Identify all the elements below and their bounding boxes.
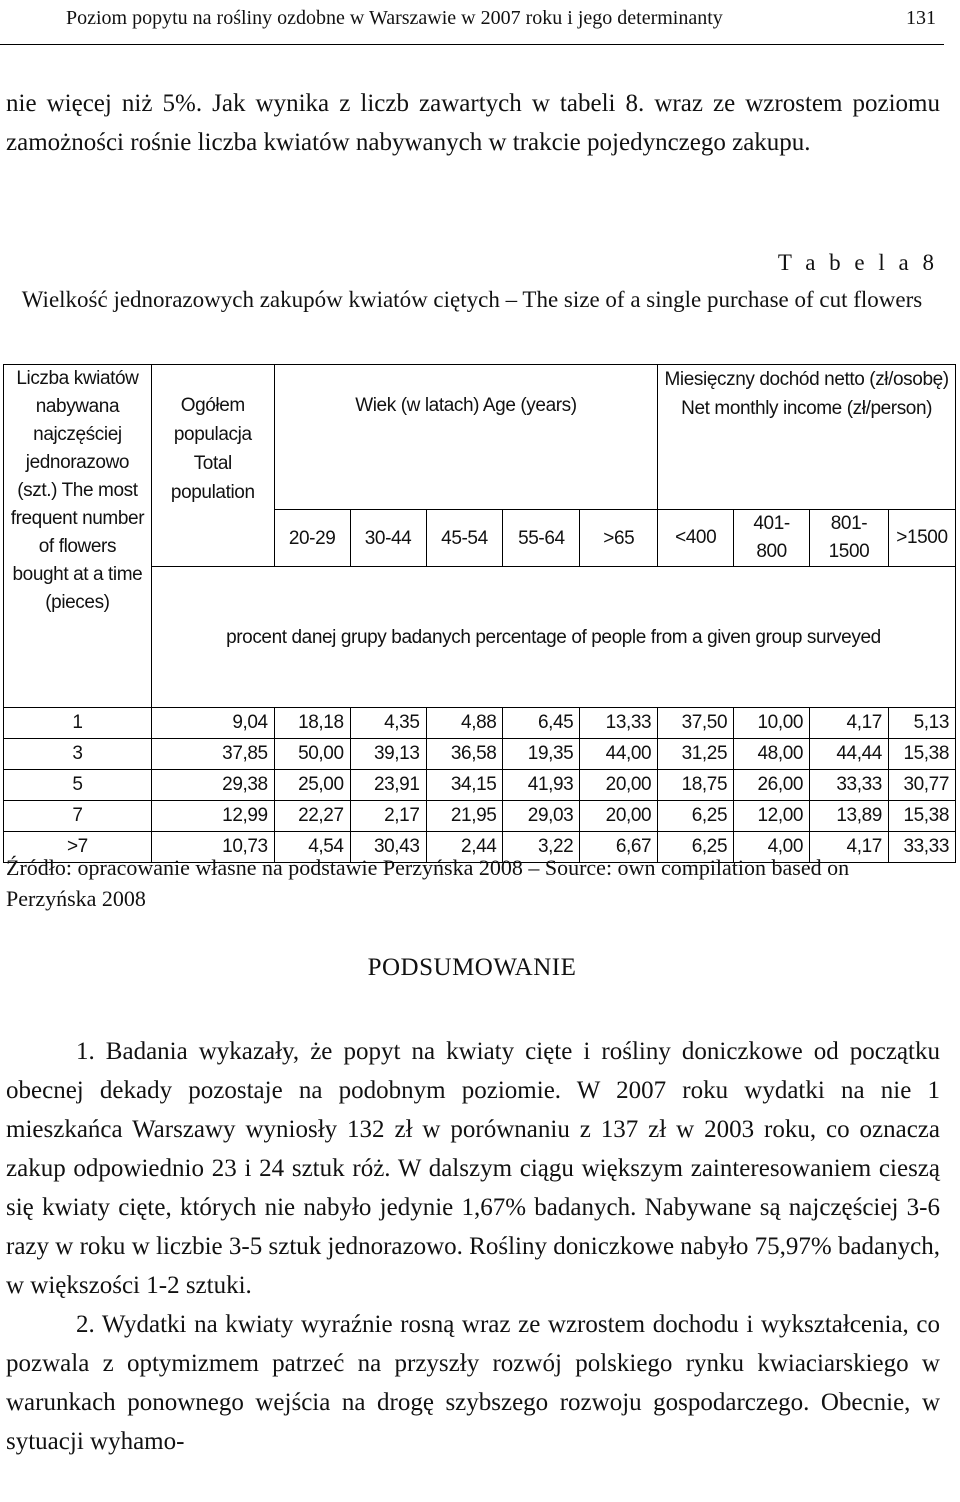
table-cell: 44,44 <box>810 739 889 770</box>
header-income-group: Miesięczny dochód netto (zł/osobę) Net monthly income (zł/person) <box>658 365 956 510</box>
table-cell: 6,25 <box>658 832 734 863</box>
table-cell: 4,17 <box>810 708 889 739</box>
table-cell: 36,58 <box>426 739 503 770</box>
page-number: 131 <box>906 7 936 29</box>
table-cell: 4,17 <box>810 832 889 863</box>
table-cell: 15,38 <box>888 739 955 770</box>
table-row <box>4 801 956 832</box>
header-age-1: 30-44 <box>350 510 426 567</box>
table-row <box>4 770 956 801</box>
table-cell: 12,99 <box>151 801 274 832</box>
table-cell: 10,73 <box>151 832 274 863</box>
table-cell: 39,13 <box>350 739 426 770</box>
header-age-2: 45-54 <box>426 510 503 567</box>
table-row <box>4 739 956 770</box>
table-cell: 21,95 <box>426 801 503 832</box>
table-row <box>4 708 956 739</box>
table-cell: 20,00 <box>580 770 658 801</box>
summary-block <box>6 1032 940 1461</box>
source-note: Źródło: opracowanie własne na podstawie Perzyńska 2008 – Source: own compilation based on Perzyńska 2008 <box>6 855 850 911</box>
table-cell: 2,44 <box>426 832 503 863</box>
table-label: T a b e l a 8 <box>777 250 938 275</box>
table-cell: 29,38 <box>151 770 274 801</box>
table-cell: 6,25 <box>658 801 734 832</box>
header-income-3: >1500 <box>888 510 955 567</box>
row-label: 7 <box>4 801 152 832</box>
header-income-1: 401-800 <box>734 510 810 567</box>
table-cell: 22,27 <box>274 801 350 832</box>
header-unit-note: procent danej grupy badanych percentage of people from a given group surveyed <box>151 567 955 708</box>
section-heading: PODSUMOWANIE <box>367 954 577 981</box>
table-body <box>4 708 956 863</box>
table-cell: 19,35 <box>503 739 580 770</box>
table-cell: 25,00 <box>274 770 350 801</box>
table-cell: 50,00 <box>274 739 350 770</box>
summary-paragraph-2: 2. Wydatki na kwiaty wyraźnie rosną wraz ze wzrostem dochodu i wykształcenia, co pozwala z optymizmem patrzeć na przyszły rozwój polskiego rynku kwiaciarskiego w warunkach ponownego wejścia na drogę szybszego rozwoju gospodarczego. Obecnie, w sytuacji wyhamo- <box>6 1311 940 1455</box>
header-age-0: 20-29 <box>274 510 350 567</box>
header-age-3: 55-64 <box>503 510 580 567</box>
table-cell: 4,35 <box>350 708 426 739</box>
table-cell: 2,17 <box>350 801 426 832</box>
table-cell: 30,77 <box>888 770 955 801</box>
table-cell: 33,33 <box>810 770 889 801</box>
table-cell: 37,50 <box>658 708 734 739</box>
table-cell: 48,00 <box>734 739 810 770</box>
table-cell: 12,00 <box>734 801 810 832</box>
table-cell: 6,67 <box>580 832 658 863</box>
header-income-0: <400 <box>658 510 734 567</box>
intro-paragraph: nie więcej niż 5%. Jak wynika z liczb zawartych w tabeli 8. wraz ze wzrostem poziomu zamożności rośnie liczba kwiatów nabywanych w trakcie pojedynczego zakupu. <box>6 90 940 156</box>
row-label: 5 <box>4 770 152 801</box>
table-caption: Wielkość jednorazowych zakupów kwiatów ciętych – The size of a single purchase of cut flowers <box>21 287 923 312</box>
header-income-2: 801-1500 <box>810 510 889 567</box>
row-label: 1 <box>4 708 152 739</box>
table-cell: 31,25 <box>658 739 734 770</box>
table-cell: 33,33 <box>888 832 955 863</box>
table-cell: 13,89 <box>810 801 889 832</box>
table-cell: 26,00 <box>734 770 810 801</box>
intro-paragraph-block <box>6 84 940 162</box>
table-cell: 20,00 <box>580 801 658 832</box>
table-cell: 4,54 <box>274 832 350 863</box>
table-cell: 13,33 <box>580 708 658 739</box>
table-cell: 37,85 <box>151 739 274 770</box>
table-cell: 30,43 <box>350 832 426 863</box>
running-head-title: Poziom popytu na rośliny ozdobne w Warszawie w 2007 roku i jego determinanty <box>66 7 723 29</box>
header-flower-count: Liczba kwiatów nabywana najczęściej jednorazowo (szt.) The most frequent number of flowers bought at a time (pieces) <box>4 365 152 708</box>
table-cell: 9,04 <box>151 708 274 739</box>
header-age-group: Wiek (w latach) Age (years) <box>274 365 658 510</box>
table-cell: 4,00 <box>734 832 810 863</box>
table-cell: 41,93 <box>503 770 580 801</box>
table-cell: 5,13 <box>888 708 955 739</box>
row-label: >7 <box>4 832 152 863</box>
summary-paragraph-1: 1. Badania wykazały, że popyt na kwiaty cięte i rośliny doniczkowe od początku obecnej dekady pozostaje na podobnym poziomie. W 2007 roku wydatki na nie 1 mieszkańca Warszawy wyniosły 132 zł w porównaniu z 137 zł w 2003 roku, co oznacza zakup odpowiednio 23 i 24 sztuk róż. W dalszym ciągu większym zainteresowaniem cieszą się kwiaty cięte, których nie nabyło jedynie 1,67% badanych. Nabywane są najczęściej 3-6 razy w roku w liczbie 3-5 sztuk jednorazowo. Rośliny doniczkowe nabyło 75,97% badanych, w większości 1-2 sztuki. <box>6 1038 940 1299</box>
table-cell: 34,15 <box>426 770 503 801</box>
header-total-population: Ogółem populacja Total population <box>151 365 274 567</box>
table-cell: 15,38 <box>888 801 955 832</box>
table-cell: 29,03 <box>503 801 580 832</box>
table-cell: 10,00 <box>734 708 810 739</box>
data-table <box>3 364 956 863</box>
running-head <box>0 0 944 45</box>
row-label: 3 <box>4 739 152 770</box>
table-cell: 6,45 <box>503 708 580 739</box>
table-cell: 4,88 <box>426 708 503 739</box>
table-cell: 18,18 <box>274 708 350 739</box>
table-cell: 44,00 <box>580 739 658 770</box>
header-age-4: >65 <box>580 510 658 567</box>
table-cell: 3,22 <box>503 832 580 863</box>
table-cell: 18,75 <box>658 770 734 801</box>
table-cell: 23,91 <box>350 770 426 801</box>
